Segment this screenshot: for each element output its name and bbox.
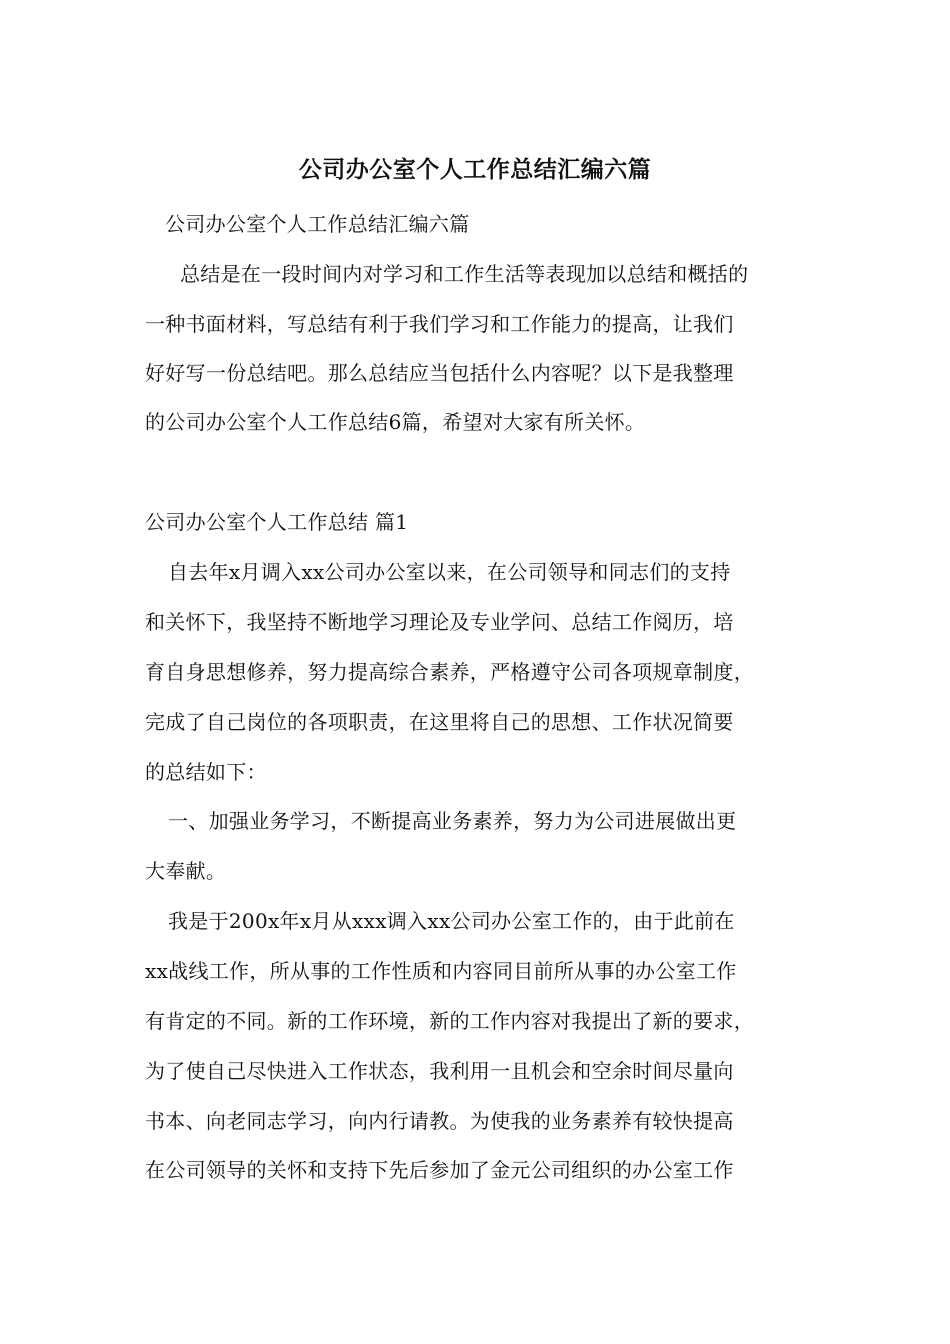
paragraph-line: 有肯定的不同。新的工作环境，新的工作内容对我提出了新的要求， [145, 1009, 754, 1033]
paragraph-line: 自去年x月调入xx公司办公室以来，在公司领导和同志们的支持 [168, 560, 731, 584]
paragraph-line: 为了使自己尽快进入工作状态，我利用一且机会和空余时间尽量向 [145, 1059, 734, 1083]
paragraph-line: 我是于200x年x月从xxx调入xx公司办公室工作的，由于此前在 [168, 909, 735, 933]
intro-line: 一种书面材料，写总结有利于我们学习和工作能力的提高，让我们 [145, 312, 734, 336]
paragraph-line: 在公司领导的关怀和支持下先后参加了金元公司组织的办公室工作 [145, 1158, 734, 1182]
intro-line: 的公司办公室个人工作总结6篇，希望对大家有所关怀。 [145, 410, 646, 434]
paragraph-line: 和关怀下，我坚持不断地学习理论及专业学问、总结工作阅历，培 [145, 610, 734, 634]
paragraph-line: 育自身思想修养，努力提高综合素养，严格遵守公司各项规章制度， [145, 660, 754, 684]
paragraph-line: 完成了自己岗位的各项职责，在这里将自己的思想、工作状况简要 [145, 710, 734, 734]
intro-line: 好好写一份总结吧。那么总结应当包括什么内容呢？以下是我整理 [145, 361, 734, 385]
document-title: 公司办公室个人工作总结汇编六篇 [298, 156, 652, 183]
intro-line: 总结是在一段时间内对学习和工作生活等表现加以总结和概括的 [180, 262, 749, 286]
paragraph-line: 书本、向老同志学习，向内行请教。为使我的业务素养有较快提高 [145, 1109, 734, 1133]
paragraph-line: 一、加强业务学习，不断提高业务素养，努力为公司进展做出更 [168, 809, 737, 833]
paragraph-line: xx战线工作，所从事的工作性质和内容同目前所从事的办公室工作 [145, 959, 737, 983]
paragraph-line: 大奉献。 [145, 859, 227, 883]
paragraph-line: 的总结如下： [145, 760, 267, 784]
section-heading: 公司办公室个人工作总结 篇1 [145, 510, 409, 534]
subtitle-line: 公司办公室个人工作总结汇编六篇 [165, 212, 470, 236]
